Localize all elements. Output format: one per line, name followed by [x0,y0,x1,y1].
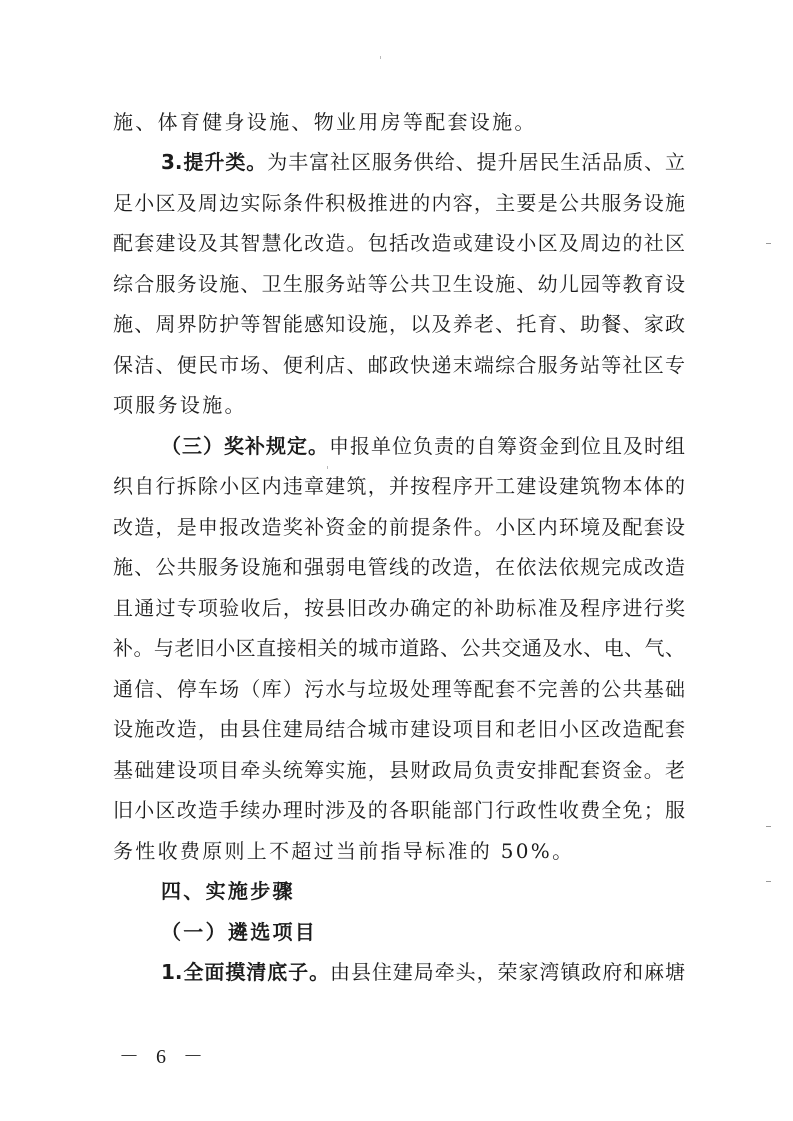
item-heading: 3.提升类。 [161,150,268,174]
item-text: 为丰富社区服务供给、提升居民生活品质、立 [267,150,686,174]
body-line [161,432,685,460]
body-line: 施、公共服务设施和强弱电管线的改造，在依法依规完成改造 [113,555,685,579]
body-line: 织自行拆除小区内违章建筑，并按程序开工建设建筑物本体的 [113,474,685,498]
body-line: 务性收费原则上不超过当前指导标准的 50%。 [113,839,575,863]
body-line [161,148,685,176]
body-line [161,958,685,986]
scan-mark [766,243,771,244]
body-line: 综合服务设施、卫生服务站等公共卫生设施、幼儿园等教育设 [113,272,685,296]
body-line: 保洁、便民市场、便利店、邮政快递末端综合服务站等社区专 [113,353,685,377]
body-line: 项服务设施。 [113,393,247,417]
scan-mark [327,466,328,469]
section-heading: （三）奖补规定。 [161,434,329,458]
body-line: 基础建设项目牵头统筹实施，县财政局负责安排配套资金。老 [113,758,685,782]
scan-mark [766,881,771,882]
item-text: 由县住建局牵头，荣家湾镇政府和麻塘 [330,960,686,984]
scan-mark [380,56,381,59]
body-line: 补。与老旧小区直接相关的城市道路、公共交通及水、电、气、 [113,636,685,660]
body-line: 通信、停车场（库）污水与垃圾处理等配套不完善的公共基础 [113,677,685,701]
section-text: 申报单位负责的自筹资金到位且及时组 [329,434,685,458]
scan-mark [766,826,771,827]
body-line: 且通过专项验收后，按县旧改办确定的补助标准及程序进行奖 [113,596,685,620]
page-number: － 6 － [119,1046,209,1068]
body-line: 设施改造，由县住建局结合城市建设项目和老旧小区改造配套 [113,717,685,741]
chapter-heading: 四、实施步骤 [161,879,295,903]
item-heading: 1.全面摸清底子。 [161,960,331,984]
body-line: 旧小区改造手续办理时涉及的各职能部门行政性收费全免；服 [113,798,685,822]
body-line: 改造，是申报改造奖补资金的前提条件。小区内环境及配套设 [113,515,685,539]
body-line: 配套建设及其智慧化改造。包括改造或建设小区及周边的社区 [113,231,685,255]
body-line: 足小区及周边实际条件积极推进的内容，主要是公共服务设施 [113,191,685,215]
body-line: 施、体育健身设施、物业用房等配套设施。 [113,110,537,134]
subsection-heading: （一）遴选项目 [161,920,318,944]
body-line: 施、周界防护等智能感知设施，以及养老、托育、助餐、家政 [113,312,685,336]
